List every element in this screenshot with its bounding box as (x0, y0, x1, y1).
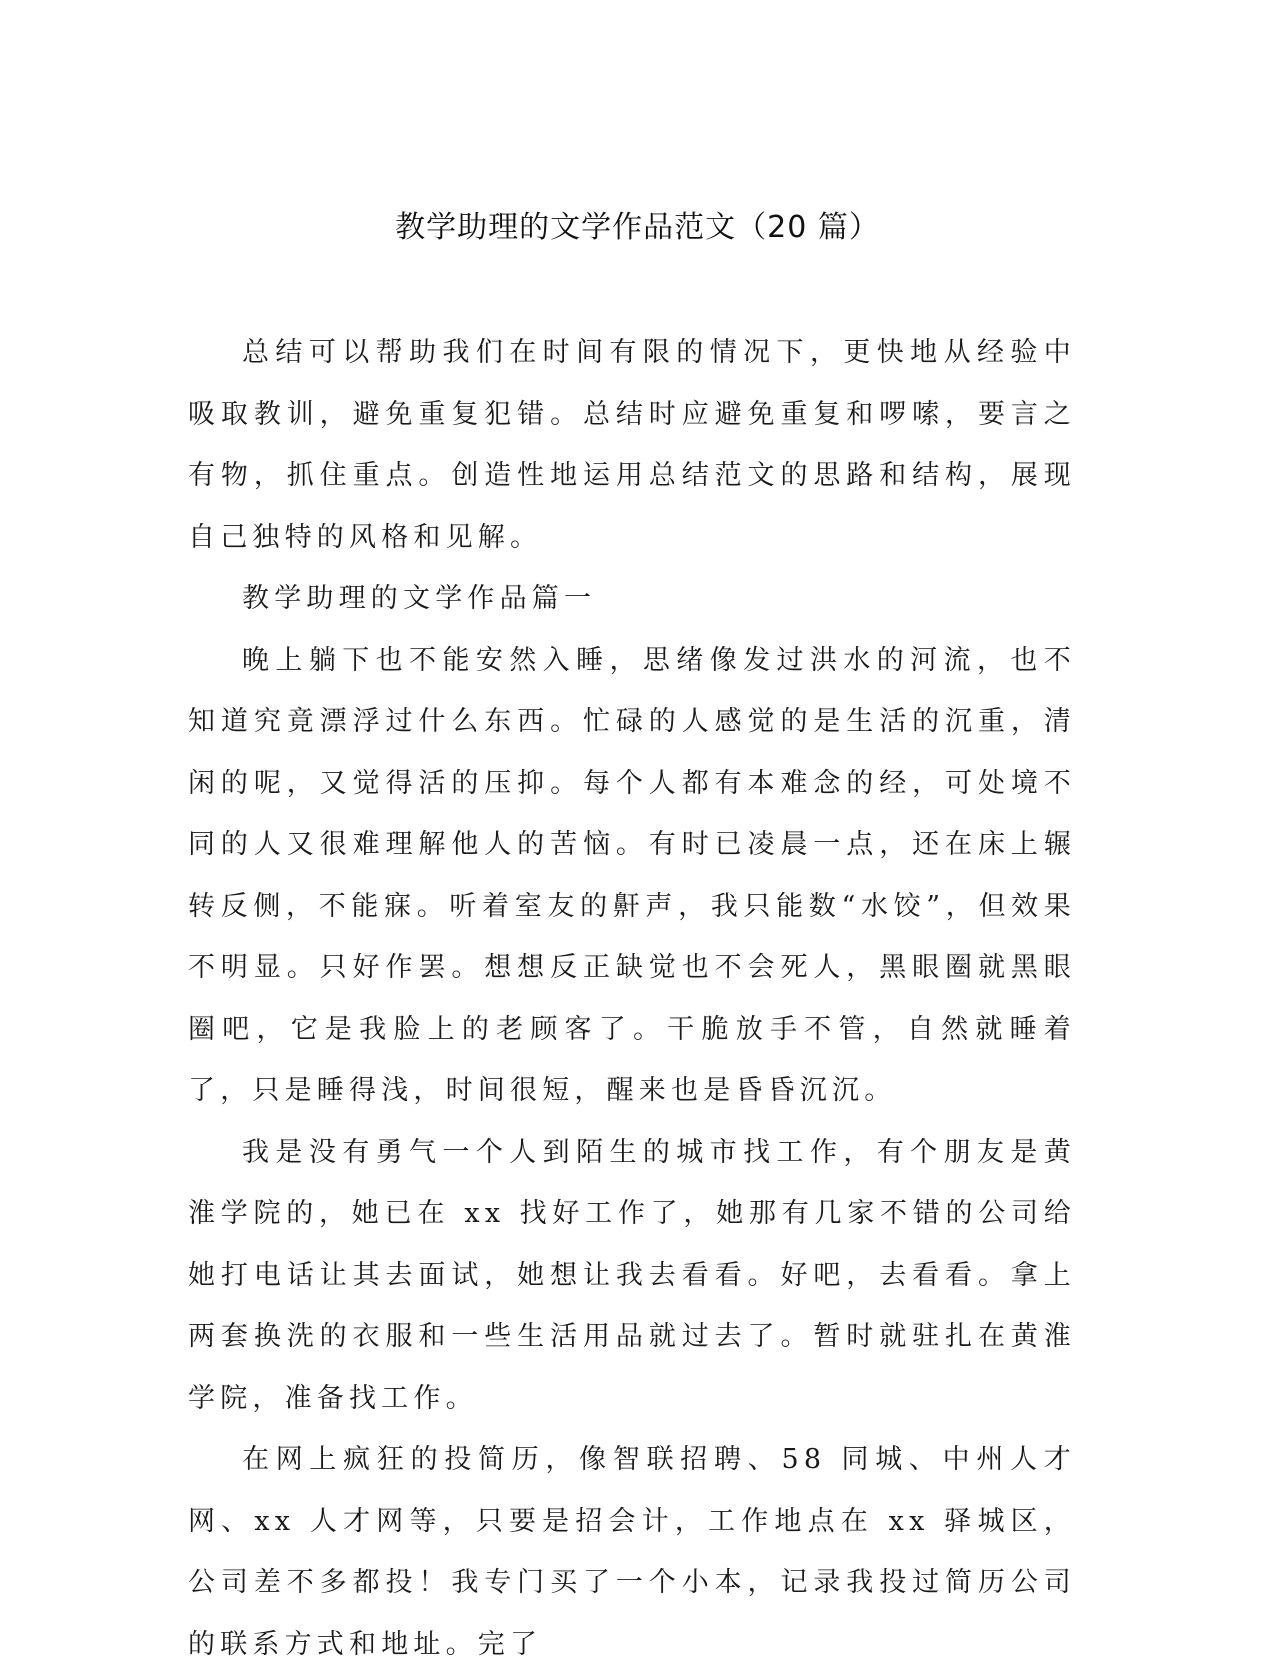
document-title: 教学助理的文学作品范文（20 篇） (395, 210, 880, 245)
body-paragraph: 晚上躺下也不能安然入睡，思绪像发过洪水的河流，也不知道究竟漂浮过什么东西。忙碌的人感觉的是生活的沉重，清闲的呢，又觉得活的压抑。每个人都有本难念的经，可处境不同的人又很难理解他人的苦恼。有时已凌晨一点，还在床上辗转反侧，不能寐。听着室友的鼾声，我只能数“水饺”，但效果不明显。只好作罢。想想反正缺觉也不会死人，黑眼圈就黑眼圈吧，它是我脸上的老顾客了。干脆放手不管，自然就睡着了，只是睡得浅，时间很短，醒来也是昏昏沉沉。 (188, 644, 1076, 1106)
section-heading: 教学助理的文学作品篇一 (242, 583, 597, 614)
intro-paragraph: 总结可以帮助我们在时间有限的情况下，更快地从经验中吸取教训，避免重复犯错。总结时应避免重复和啰嗦，要言之有物，抓住重点。创造性地运用总结范文的思路和结构，展现自己独特的风格和见解。 (188, 337, 1076, 553)
body-paragraph: 在网上疯狂的投简历，像智联招聘、58 同城、中州人才网、xx 人才网等，只要是招会计，工作地点在 xx 驿城区，公司差不多都投！我专门买了一个小本，记录我投过简历公司的联系方式和地址。完了 (188, 1444, 1076, 1660)
body-paragraph: 我是没有勇气一个人到陌生的城市找工作，有个朋友是黄淮学院的，她已在 xx 找好工作了，她那有几家不错的公司给她打电话让其去面试，她想让我去看看。好吧，去看看。拿上两套换洗的衣服和一些生活用品就过去了。暂时就驻扎在黄淮学院，准备找工作。 (188, 1136, 1076, 1414)
document-body (188, 322, 1076, 1675)
